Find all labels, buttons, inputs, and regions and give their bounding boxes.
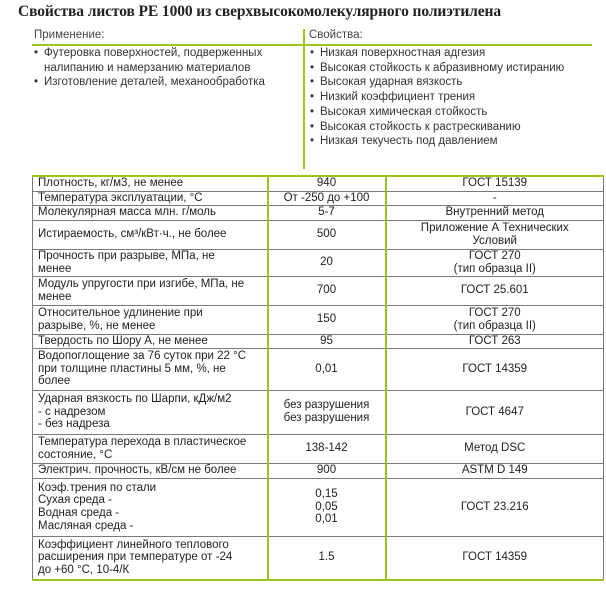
table-row: [33, 276, 604, 305]
property-value: 138-142: [268, 434, 386, 463]
property-value: 700: [268, 276, 386, 305]
property-item: • Низкая поверхностная адгезия: [310, 46, 592, 61]
table-row: [33, 434, 604, 463]
application-list: [34, 46, 296, 90]
property-standard: -: [386, 191, 604, 205]
property-value: 1.5: [268, 536, 386, 580]
table-row: [33, 536, 604, 580]
property-value: 20: [268, 249, 386, 276]
property-name: Водопоглощение за 76 суток при 22 °С при толщине пластины 5 мм, %, не более: [33, 348, 268, 390]
property-name: Плотность, кг/м3, не менее: [33, 176, 268, 191]
properties-heading: Свойства:: [309, 29, 363, 41]
property-value: 0,01: [268, 348, 386, 390]
property-value: 940: [268, 176, 386, 191]
property-name: Коэф.трения по стали Сухая среда - Водная среда - Масляная среда -: [33, 478, 268, 536]
property-value: 95: [268, 334, 386, 348]
property-value: без разрушения без разрушения: [268, 390, 386, 434]
table-row: [33, 478, 604, 536]
property-name: Твердость по Шору А, не менее: [33, 334, 268, 348]
table-row: [33, 334, 604, 348]
page-title: Свойства листов PE 1000 из сверхвысокомолекулярного полиэтилена: [18, 3, 502, 20]
property-item: • Низкая текучесть под давлением: [310, 134, 592, 149]
property-value: 5-7: [268, 205, 386, 220]
application-item: • Футеровка поверхностей, подверженных налипанию и намерзанию материалов: [34, 46, 296, 75]
property-item: • Высокая ударная вязкость: [310, 75, 592, 90]
property-item: • Высокая стойкость к растрескиванию: [310, 120, 592, 135]
property-name: Прочность при разрыве, МПа, не менее: [33, 249, 268, 276]
property-name: Температура перехода в пластическое состояние, °С: [33, 434, 268, 463]
table-row: [33, 176, 604, 191]
properties-table: [32, 175, 604, 581]
property-value: 150: [268, 305, 386, 334]
property-value: 500: [268, 220, 386, 249]
property-name: Температура эксплуатации, °С: [33, 191, 268, 205]
application-heading: Применение:: [34, 29, 105, 41]
property-name: Молекулярная масса млн. г/моль: [33, 205, 268, 220]
overview-section: [32, 29, 592, 169]
property-standard: ГОСТ 14359: [386, 348, 604, 390]
table-row: [33, 205, 604, 220]
property-name: Электрич. прочность, кВ/см не более: [33, 463, 268, 478]
property-standard: ГОСТ 270 (тип образца II): [386, 249, 604, 276]
property-standard: Внутренний метод: [386, 205, 604, 220]
property-name: Ударная вязкость по Шарпи, кДж/м2 - с надрезом - без надреза: [33, 390, 268, 434]
property-value: 0,15 0,05 0,01: [268, 478, 386, 536]
table-row: [33, 305, 604, 334]
application-item: • Изготовление деталей, механообработка: [34, 75, 296, 90]
property-value: От -250 до +100: [268, 191, 386, 205]
property-name: Модуль упругости при изгибе, МПа, не менее: [33, 276, 268, 305]
property-item: • Высокая стойкость к абразивному истиранию: [310, 61, 592, 76]
property-item: • Высокая химическая стойкость: [310, 105, 592, 120]
property-name: Относительное удлинение при разрыве, %, не менее: [33, 305, 268, 334]
property-standard: ГОСТ 23.216: [386, 478, 604, 536]
property-standard: ГОСТ 4647: [386, 390, 604, 434]
column-divider: [303, 29, 305, 169]
table-row: [33, 249, 604, 276]
property-standard: ГОСТ 270 (тип образца II): [386, 305, 604, 334]
table-row: [33, 220, 604, 249]
table-row: [33, 390, 604, 434]
property-standard: ГОСТ 263: [386, 334, 604, 348]
property-standard: ГОСТ 15139: [386, 176, 604, 191]
table-row: [33, 191, 604, 205]
property-value: 900: [268, 463, 386, 478]
property-standard: Приложение А Технических Условий: [386, 220, 604, 249]
property-item: • Низкий коэффициент трения: [310, 90, 592, 105]
property-standard: ASTM D 149: [386, 463, 604, 478]
property-standard: ГОСТ 14359: [386, 536, 604, 580]
property-standard: ГОСТ 25.601: [386, 276, 604, 305]
property-standard: Метод DSC: [386, 434, 604, 463]
table-row: [33, 463, 604, 478]
property-name: Коэффициент линейного теплового расширения при температуре от -24 до +60 °С, 10-4/К: [33, 536, 268, 580]
property-name: Истираемость, см³/кВт·ч., не более: [33, 220, 268, 249]
properties-list: [310, 46, 592, 149]
table-row: [33, 348, 604, 390]
